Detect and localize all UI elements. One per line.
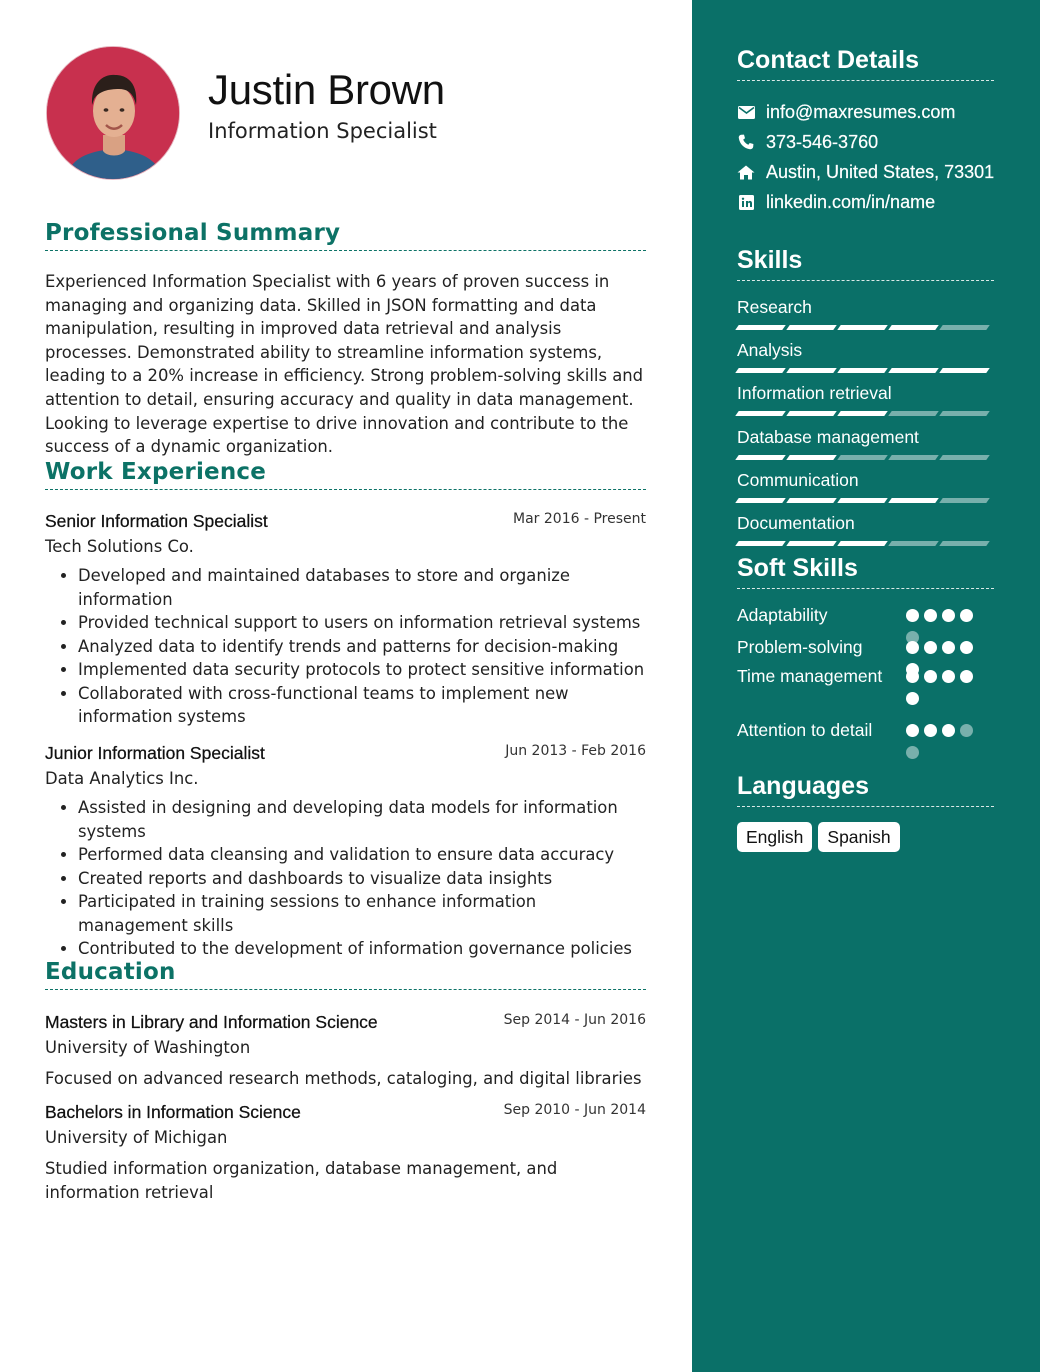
- skill-level-segment: [939, 498, 990, 503]
- education-description: Studied information organization, database management, and information retrieval: [45, 1159, 558, 1202]
- phone-text[interactable]: 373-546-3760: [766, 131, 879, 152]
- skill-level-segment: [735, 411, 786, 416]
- skill-level-segment: [888, 411, 939, 416]
- rating-dot: [960, 724, 973, 737]
- rating-dot: [960, 609, 973, 622]
- job-bullet: • Provided technical support to users on information retrieval systems: [78, 611, 646, 635]
- education-entry: [45, 1102, 646, 1205]
- rating-dot: [960, 670, 973, 683]
- rating-dot: [924, 724, 937, 737]
- education-dates: Sep 2010 - Jun 2014: [503, 1102, 646, 1118]
- degree-title: Bachelors in Information Science: [45, 1102, 301, 1122]
- job-title: Senior Information Specialist: [45, 511, 268, 531]
- skill-level-segment: [735, 368, 786, 373]
- person-portrait-icon: [47, 47, 180, 180]
- rating-dot: [942, 724, 955, 737]
- rating-dot: [906, 746, 919, 759]
- school-name: University of Washington: [45, 1038, 251, 1057]
- rating-dot: [906, 670, 919, 683]
- skill-level-segment: [837, 455, 888, 460]
- skill-level-segment: [786, 325, 837, 330]
- candidate-name: Justin Brown: [208, 66, 445, 113]
- job-bullet: • Performed data cleansing and validation to ensure data accuracy: [78, 843, 646, 867]
- skill-item: [737, 296, 997, 339]
- job-bullet: • Developed and maintained databases to store and organize information: [78, 564, 646, 611]
- contact-list: [737, 97, 1007, 217]
- skill-level-segment: [939, 325, 990, 330]
- skill-level-segment: [888, 498, 939, 503]
- skill-level-bar: [737, 325, 988, 330]
- home-icon: [737, 163, 755, 181]
- summary-heading: Professional Summary: [45, 220, 646, 251]
- soft-skills-heading: Soft Skills: [737, 554, 994, 589]
- rating-dot: [942, 641, 955, 654]
- skills-list: [737, 296, 997, 555]
- email-text[interactable]: info@maxresumes.com: [766, 101, 956, 122]
- skill-level-bar: [737, 368, 988, 373]
- skill-level-segment: [786, 455, 837, 460]
- skill-level-segment: [939, 541, 990, 546]
- profile-photo: [46, 46, 180, 180]
- envelope-icon: [737, 103, 755, 121]
- skill-level-bar: [737, 498, 988, 503]
- skill-level-segment: [888, 325, 939, 330]
- rating-dot: [942, 670, 955, 683]
- experience-heading: Work Experience: [45, 459, 646, 490]
- contact-address: [737, 157, 1007, 187]
- skill-name: Communication: [737, 469, 859, 490]
- sidebar: [692, 0, 1040, 1372]
- languages-heading: Languages: [737, 772, 994, 807]
- soft-skill-name: Problem-solving: [737, 637, 863, 657]
- skill-name: Documentation: [737, 512, 855, 533]
- job-bullet: • Participated in training sessions to enhance information management skills: [78, 890, 646, 937]
- job-bullet: • Collaborated with cross-functional teams to implement new information systems: [78, 682, 646, 729]
- rating-dot: [924, 641, 937, 654]
- job-dates: Mar 2016 - Present: [513, 511, 646, 527]
- company-name: Data Analytics Inc.: [45, 769, 199, 788]
- job-title: Junior Information Specialist: [45, 743, 265, 763]
- job-bullet: • Contributed to the development of information governance policies: [78, 937, 646, 961]
- education-entry: [45, 1012, 646, 1091]
- skill-level-segment: [786, 368, 837, 373]
- soft-skill-rating: [906, 724, 978, 759]
- contact-phone: [737, 127, 1007, 157]
- soft-skill-rating: [906, 609, 978, 644]
- skill-level-segment: [837, 498, 888, 503]
- school-name: University of Michigan: [45, 1128, 228, 1147]
- skill-level-segment: [735, 325, 786, 330]
- skill-level-segment: [837, 368, 888, 373]
- job-dates: Jun 2013 - Feb 2016: [505, 743, 646, 759]
- linkedin-text[interactable]: linkedin.com/in/name: [766, 191, 936, 212]
- skill-level-segment: [786, 411, 837, 416]
- language-list: [737, 822, 900, 852]
- skill-item: [737, 426, 997, 469]
- rating-dot: [906, 609, 919, 622]
- skill-level-bar: [737, 455, 988, 460]
- education-dates: Sep 2014 - Jun 2016: [503, 1012, 646, 1028]
- skill-level-segment: [939, 368, 990, 373]
- rating-dot: [906, 724, 919, 737]
- skill-item: [737, 339, 997, 382]
- rating-dot: [906, 692, 919, 705]
- skill-name: Analysis: [737, 340, 803, 361]
- language-tag: Spanish: [818, 822, 899, 852]
- contact-email: [737, 97, 1007, 127]
- rating-dot: [942, 609, 955, 622]
- candidate-title: Information Specialist: [208, 119, 437, 143]
- education-description: Focused on advanced research methods, cataloging, and digital libraries: [45, 1069, 642, 1088]
- skill-level-segment: [837, 325, 888, 330]
- skill-item: [737, 469, 997, 512]
- skill-level-bar: [737, 411, 988, 416]
- skill-item: [737, 512, 997, 555]
- skill-level-segment: [837, 411, 888, 416]
- skill-level-segment: [888, 541, 939, 546]
- summary-text: Experienced Information Specialist with 6 years of proven success in managing and organizing data. Skilled in JSON formatting and data manipulation, resulting in improved data retrieval and analysis processes. Demonstrated ability to streamline information systems, leading to a 20% increase in efficiency. Strong problem-solving skills and attention to detail, ensuring accuracy and quality in data management. Looking to leverage expertise to drive innovation and contribute to the success of a dynamic organization.: [45, 272, 644, 457]
- skill-level-bar: [737, 541, 988, 546]
- job-bullet: • Created reports and dashboards to visualize data insights: [78, 867, 646, 891]
- skill-level-segment: [735, 455, 786, 460]
- address-text: Austin, United States, 73301: [766, 161, 995, 182]
- job-bullet: • Implemented data security protocols to protect sensitive information: [78, 658, 646, 682]
- contact-linkedin: [737, 187, 1007, 217]
- soft-skill-rating: [906, 670, 978, 705]
- job-bullet: • Assisted in designing and developing data models for information systems: [78, 796, 646, 843]
- skill-level-segment: [735, 541, 786, 546]
- job-entry: [45, 743, 646, 961]
- rating-dot: [906, 641, 919, 654]
- company-name: Tech Solutions Co.: [45, 537, 194, 556]
- rating-dot: [924, 670, 937, 683]
- skill-item: [737, 382, 997, 425]
- skill-level-segment: [888, 455, 939, 460]
- skill-name: Information retrieval: [737, 383, 892, 404]
- job-bullets: [45, 796, 646, 961]
- contact-heading: Contact Details: [737, 46, 994, 81]
- soft-skill-name: Time management: [737, 666, 883, 686]
- skill-name: Research: [737, 297, 812, 317]
- skill-level-segment: [837, 541, 888, 546]
- phone-icon: [737, 133, 755, 151]
- job-bullet: • Analyzed data to identify trends and patterns for decision-making: [78, 635, 646, 659]
- skill-level-segment: [939, 411, 990, 416]
- language-tag: English: [737, 822, 812, 852]
- degree-title: Masters in Library and Information Science: [45, 1012, 378, 1032]
- skill-level-segment: [888, 368, 939, 373]
- linkedin-icon: [737, 193, 755, 211]
- skills-heading: Skills: [737, 246, 994, 281]
- soft-skill-name: Adaptability: [737, 605, 828, 625]
- job-entry: [45, 511, 646, 729]
- rating-dot: [960, 641, 973, 654]
- skill-name: Database management: [737, 426, 919, 447]
- skill-level-segment: [939, 455, 990, 460]
- education-heading: Education: [45, 959, 646, 990]
- job-bullets: [45, 564, 646, 729]
- skill-level-segment: [786, 498, 837, 503]
- skill-level-segment: [735, 498, 786, 503]
- rating-dot: [924, 609, 937, 622]
- skill-level-segment: [786, 541, 837, 546]
- soft-skill-name: Attention to detail: [737, 720, 873, 740]
